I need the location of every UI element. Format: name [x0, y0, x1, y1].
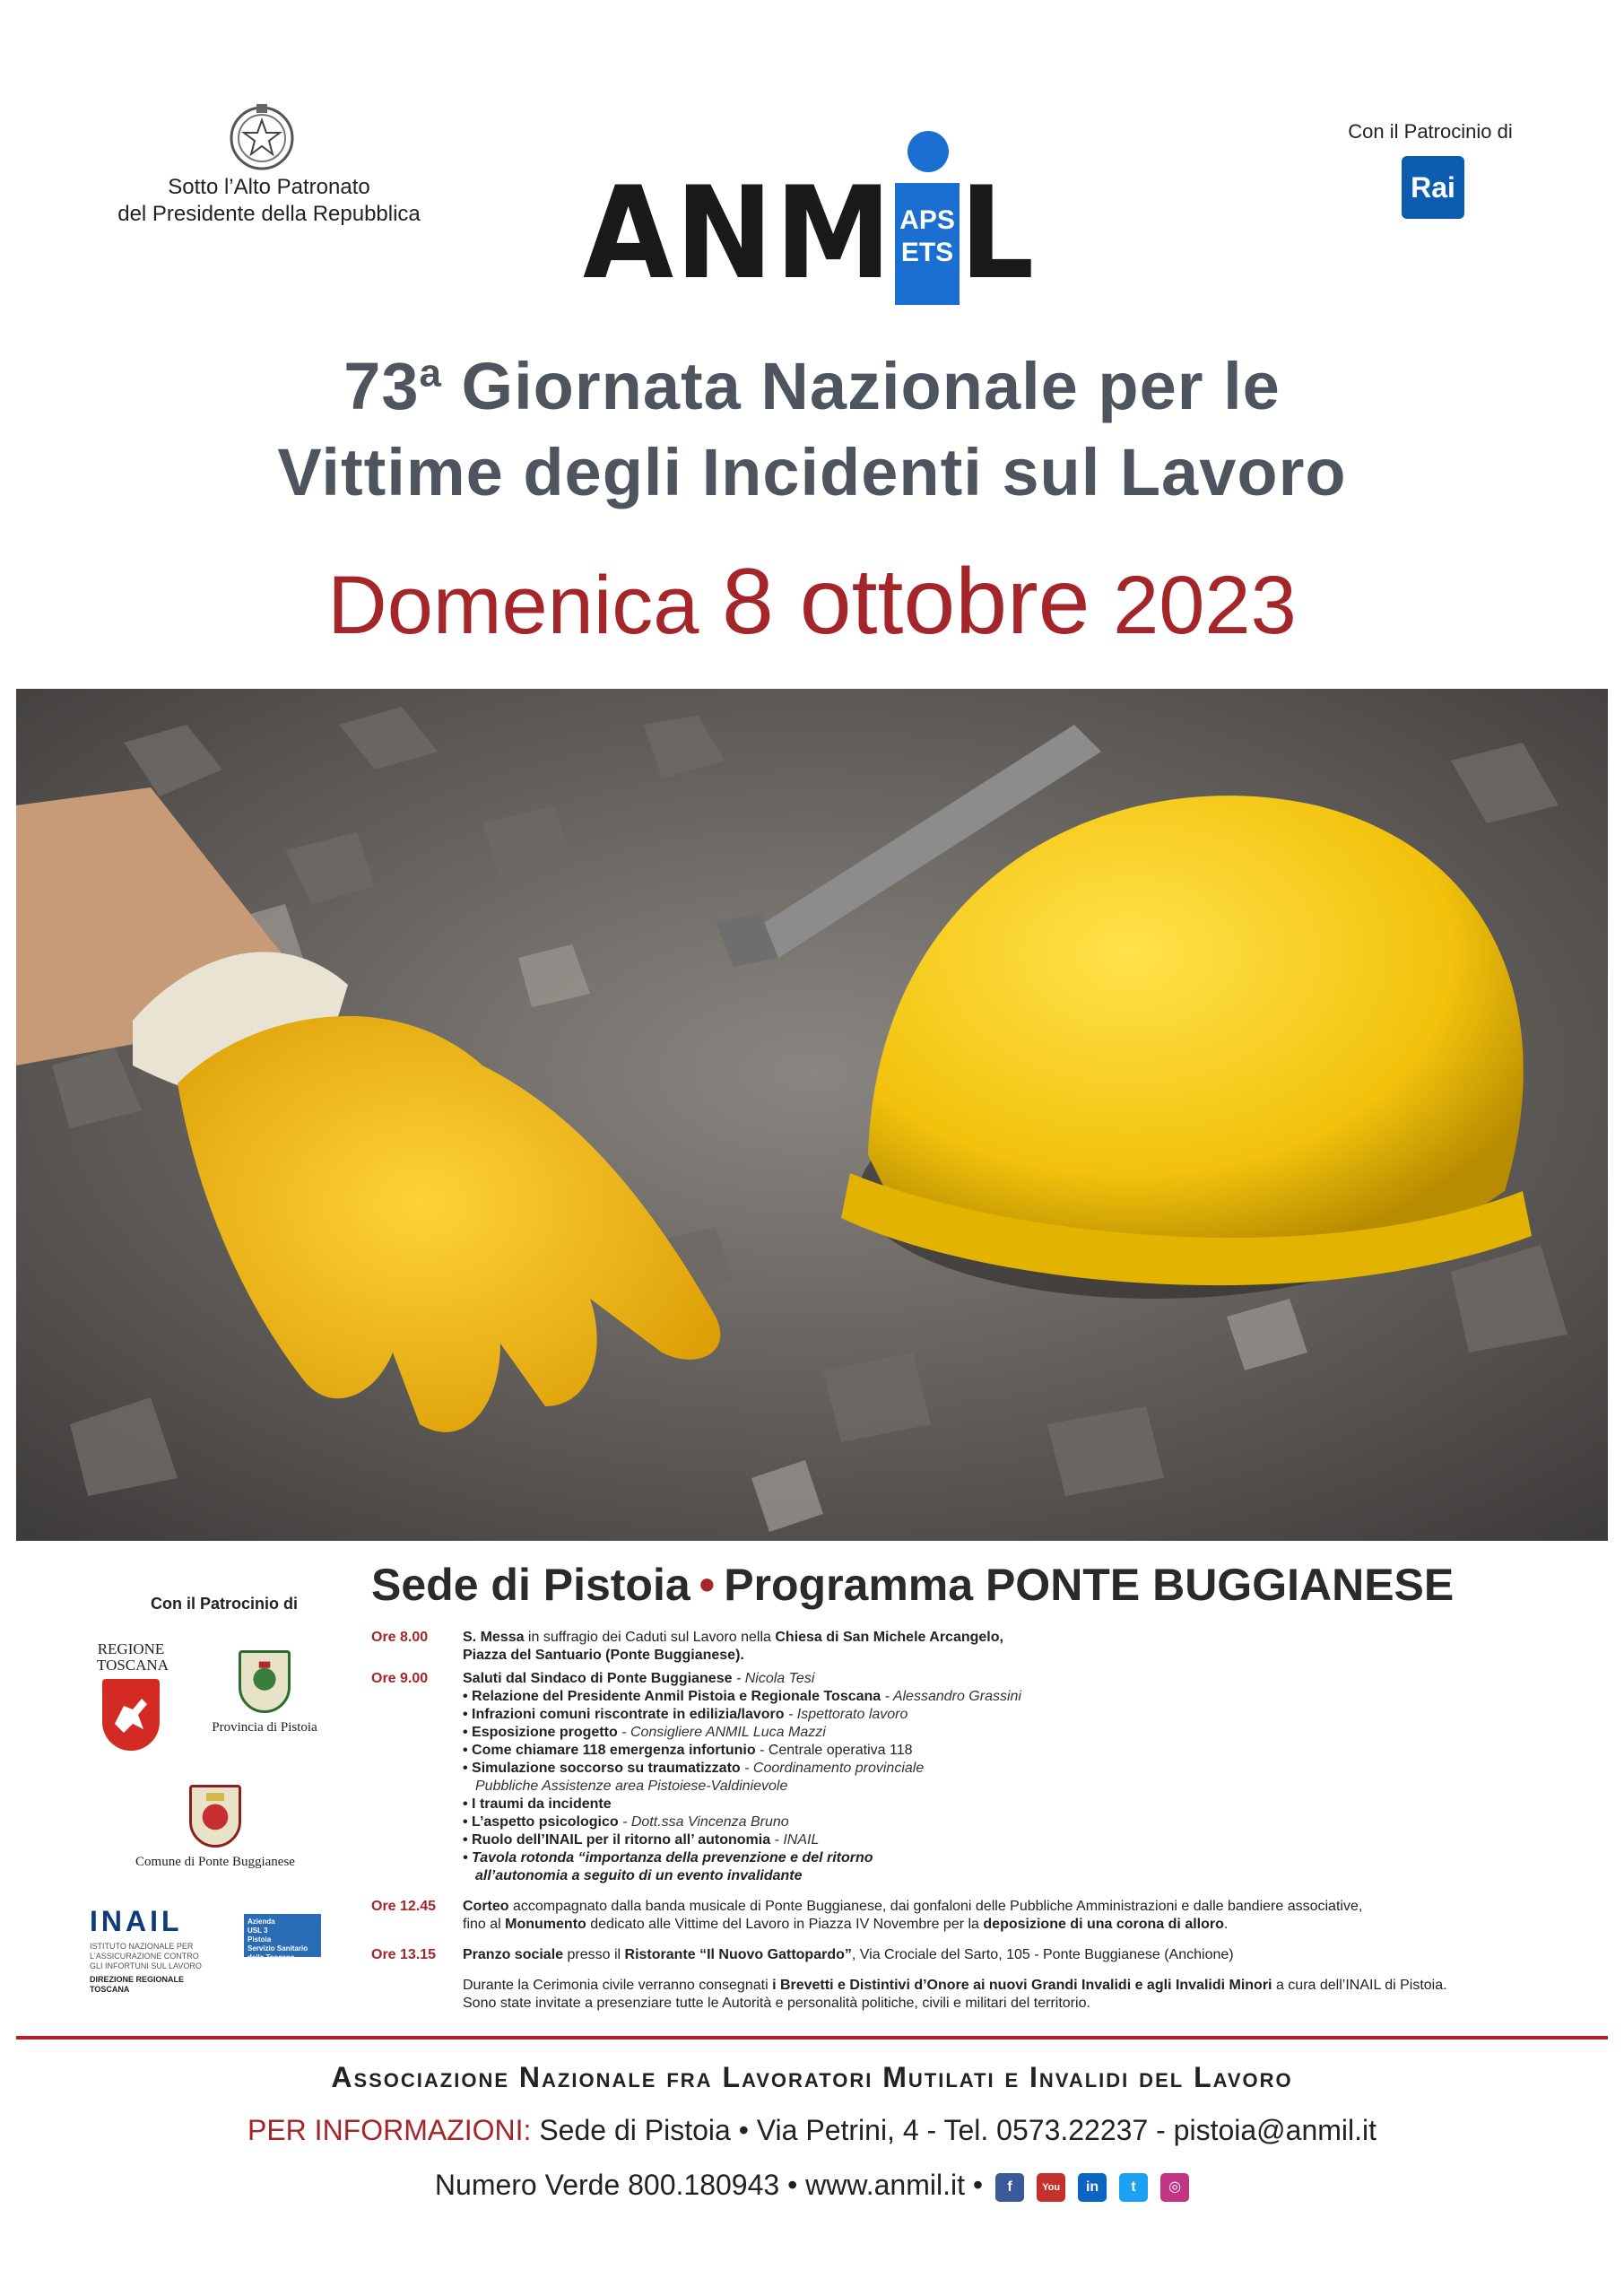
asl-line-3: Pistoia — [248, 1935, 272, 1944]
schedule-item — [371, 1946, 1609, 1964]
ceremony-note — [371, 1977, 1609, 2013]
event-title-line-1 — [0, 348, 1624, 424]
sponsors-column — [72, 1595, 377, 1613]
asl-line-2: USL 3 — [248, 1926, 268, 1935]
bullet-speaker: - Centrale operativa 118 — [755, 1743, 913, 1758]
bullet-label: • Ruolo dell’INAIL per il ritorno all’ autonomia — [463, 1832, 771, 1848]
bullet-label: • Relazione del Presidente Anmil Pistoia e Regionale Toscana — [463, 1689, 881, 1704]
schedule-item — [371, 1629, 1609, 1665]
church-name: Chiesa di San Michele Arcangelo, — [775, 1630, 1003, 1645]
greetings-speaker: - Nicola Tesi — [732, 1671, 815, 1686]
bullet-label: • Esposizione progetto — [463, 1725, 618, 1740]
association-name: Associazione Nazionale fra Lavoratori Mutilati e Invalidi del Lavoro — [331, 2061, 1293, 2093]
anmil-logo-badge — [895, 183, 960, 305]
schedule-time: Ore 9.00 — [371, 1671, 429, 1686]
round-table-label: • Tavola rotonda “importanza della prevenzione e del ritorno — [463, 1850, 873, 1866]
regione-toscana-logo — [97, 1640, 169, 1751]
mass-text: in suffragio dei Caduti sul Lavoro nella — [524, 1630, 776, 1645]
asl-line-1: Azienda — [248, 1918, 275, 1926]
anmil-badge-aps: APS — [899, 205, 955, 235]
inail-subtitle: ISTITUTO NAZIONALE PER L'ASSICURAZIONE CONTRO GLI INFORTUNI SUL LAVORO — [90, 1942, 202, 1970]
parade-text-3: dedicato alle Vittime del Lavoro in Piazza IV Novembre per la — [586, 1917, 984, 1932]
inail-direction-line-2: TOSCANA — [90, 1985, 130, 1994]
program-heading — [371, 1559, 1609, 1611]
program-heading-location: Sede di Pistoia — [371, 1560, 690, 1610]
schedule-text — [463, 1670, 1609, 1885]
program-schedule — [371, 1629, 1609, 2013]
parade-end: . — [1223, 1917, 1229, 1932]
bullet-speaker: - Coordinamento provinciale — [740, 1761, 925, 1776]
monument-label: Monumento — [505, 1917, 586, 1932]
schedule-text — [463, 1898, 1609, 1934]
regione-line-2: TOSCANA — [97, 1657, 169, 1674]
wreath-label: deposizione di una corona di alloro — [983, 1917, 1224, 1932]
church-square: Piazza del Santuario (Ponte Buggianese). — [463, 1648, 744, 1663]
bullet-speaker: - INAIL — [770, 1832, 820, 1848]
web-text: Numero Verde 800.180943 • www.anmil.it • — [434, 2169, 984, 2201]
schedule-text — [463, 1629, 1609, 1665]
provincia-caption: Provincia di Pistoia — [212, 1720, 317, 1735]
info-label: PER INFORMAZIONI: — [247, 2114, 532, 2146]
date-month: 8 ottobre — [722, 550, 1090, 654]
asl-pistoia-logo — [244, 1914, 321, 1961]
footer-divider — [16, 2036, 1608, 2039]
schedule-time: Ore 8.00 — [371, 1630, 429, 1645]
heading-separator: • — [699, 1560, 716, 1610]
linkedin-icon[interactable]: in — [1078, 2173, 1107, 2202]
contact-info — [0, 2114, 1624, 2147]
title-ordinal: a — [419, 351, 442, 396]
mass-label: S. Messa — [463, 1630, 525, 1645]
schedule-time: Ore 13.15 — [371, 1947, 437, 1962]
anmil-logo — [583, 131, 1049, 310]
anmil-badge-ets: ETS — [900, 238, 954, 267]
bullet-label: • L’aspetto psicologico — [463, 1814, 619, 1830]
pegasus-icon — [102, 1679, 160, 1751]
note-text: Durante la Cerimonia civile verranno consegnati — [463, 1978, 773, 1993]
note-invited: Sono state invitate a presenziare tutte le Autorità e personalità politiche, civili e militari del territorio. — [463, 1996, 1090, 2011]
schedule-time: Ore 12.45 — [371, 1899, 437, 1914]
lunch-label: Pranzo sociale — [463, 1947, 564, 1962]
round-table-label-cont: all’autonomia a seguito di un evento invalidante — [475, 1868, 803, 1883]
date-year: 2023 — [1090, 560, 1297, 651]
comune-caption: Comune di Ponte Buggianese — [135, 1855, 295, 1869]
anmil-logo-right: L — [960, 160, 1037, 308]
inail-logo — [90, 1905, 206, 1995]
info-text: Sede di Pistoia • Via Petrini, 4 - Tel. 0573.22237 - pistoia@anmil.it — [531, 2114, 1377, 2146]
schedule-item — [371, 1898, 1609, 1934]
parade-text: accompagnato dalla banda musicale di Ponte Buggianese, dai gonfaloni delle Pubbliche Amministrazioni e dalle bandiere associative, — [508, 1899, 1363, 1914]
bullet-label: • I traumi da incidente — [463, 1796, 612, 1812]
bullet-speaker: - Consigliere ANMIL Luca Mazzi — [617, 1725, 826, 1740]
bullet-label: • Come chiamare 118 emergenza infortunio — [463, 1743, 756, 1758]
event-date — [0, 549, 1624, 656]
website-line — [0, 2169, 1624, 2202]
lunch-text: presso il — [563, 1947, 625, 1962]
event-title-line-2: Vittime degli Incidenti sul Lavoro — [277, 435, 1347, 509]
sponsors-caption: Con il Patrocinio di — [150, 1595, 298, 1613]
rai-patronage-caption: Con il Patrocinio di — [1348, 120, 1513, 143]
title-number: 73 — [343, 349, 420, 423]
regione-line-1: REGIONE — [97, 1640, 165, 1657]
restaurant-name: Ristorante “Il Nuovo Gattopardo” — [624, 1947, 852, 1962]
twitter-icon[interactable]: t — [1119, 2173, 1148, 2202]
greetings-label: Saluti dal Sindaco di Ponte Buggianese — [463, 1671, 733, 1686]
asl-line-4: Servizio Sanitario della Toscana — [248, 1944, 308, 1961]
title-line-1-rest: Giornata Nazionale per le — [441, 349, 1281, 423]
patronage-line-1: Sotto l’Alto Patronato — [168, 175, 370, 199]
restaurant-address: , Via Crociale del Sarto, 105 - Ponte Buggianese (Anchione) — [851, 1947, 1234, 1962]
bullet-speaker-cont: Pubbliche Assistenze area Pistoiese-Valdinievole — [475, 1779, 788, 1794]
inail-direction-line-1: DIREZIONE REGIONALE — [90, 1975, 185, 1984]
social-icons — [983, 2169, 1189, 2201]
bullet-label: • Simulazione soccorso su traumatizzato — [463, 1761, 741, 1776]
date-day: Domenica — [327, 560, 722, 651]
parade-text-2: fino al — [463, 1917, 506, 1932]
schedule-item — [371, 1670, 1609, 1885]
youtube-icon[interactable]: You — [1037, 2173, 1065, 2202]
bullet-label: • Infrazioni comuni riscontrate in edilizia/lavoro — [463, 1707, 785, 1722]
provincia-crest-icon — [239, 1650, 291, 1713]
comune-ponte-buggianese-logo — [126, 1785, 305, 1870]
provincia-pistoia-logo — [206, 1650, 323, 1735]
high-patronage-text — [81, 174, 457, 228]
facebook-icon[interactable]: f — [995, 2173, 1024, 2202]
inail-wordmark: INAIL — [90, 1905, 183, 1937]
hero-photo-glove-helmet — [16, 689, 1608, 1541]
patronage-line-2: del Presidente della Repubblica — [117, 202, 421, 226]
bullet-speaker: - Dott.ssa Vincenza Bruno — [618, 1814, 789, 1830]
note-awards: i Brevetti e Distintivi d’Onore ai nuovi Grandi Invalidi e agli Invalidi Minori — [772, 1978, 1272, 1993]
parade-label: Corteo — [463, 1899, 509, 1914]
anmil-logo-dot — [908, 131, 949, 172]
rai-logo: Rai — [1402, 156, 1464, 219]
inail-direction — [90, 1975, 206, 1995]
note-text-end: a cura dell’INAIL di Pistoia. — [1272, 1978, 1447, 1993]
program-heading-title: Programma PONTE BUGGIANESE — [724, 1560, 1455, 1610]
comune-crest-icon — [189, 1785, 241, 1848]
bullet-speaker: - Alessandro Grassini — [881, 1689, 1021, 1704]
schedule-text — [463, 1946, 1609, 1964]
republic-emblem-icon — [226, 100, 298, 172]
instagram-icon[interactable]: ◎ — [1160, 2173, 1189, 2202]
bullet-speaker: - Ispettorato lavoro — [784, 1707, 908, 1722]
anmil-logo-left: ANM — [583, 160, 893, 308]
